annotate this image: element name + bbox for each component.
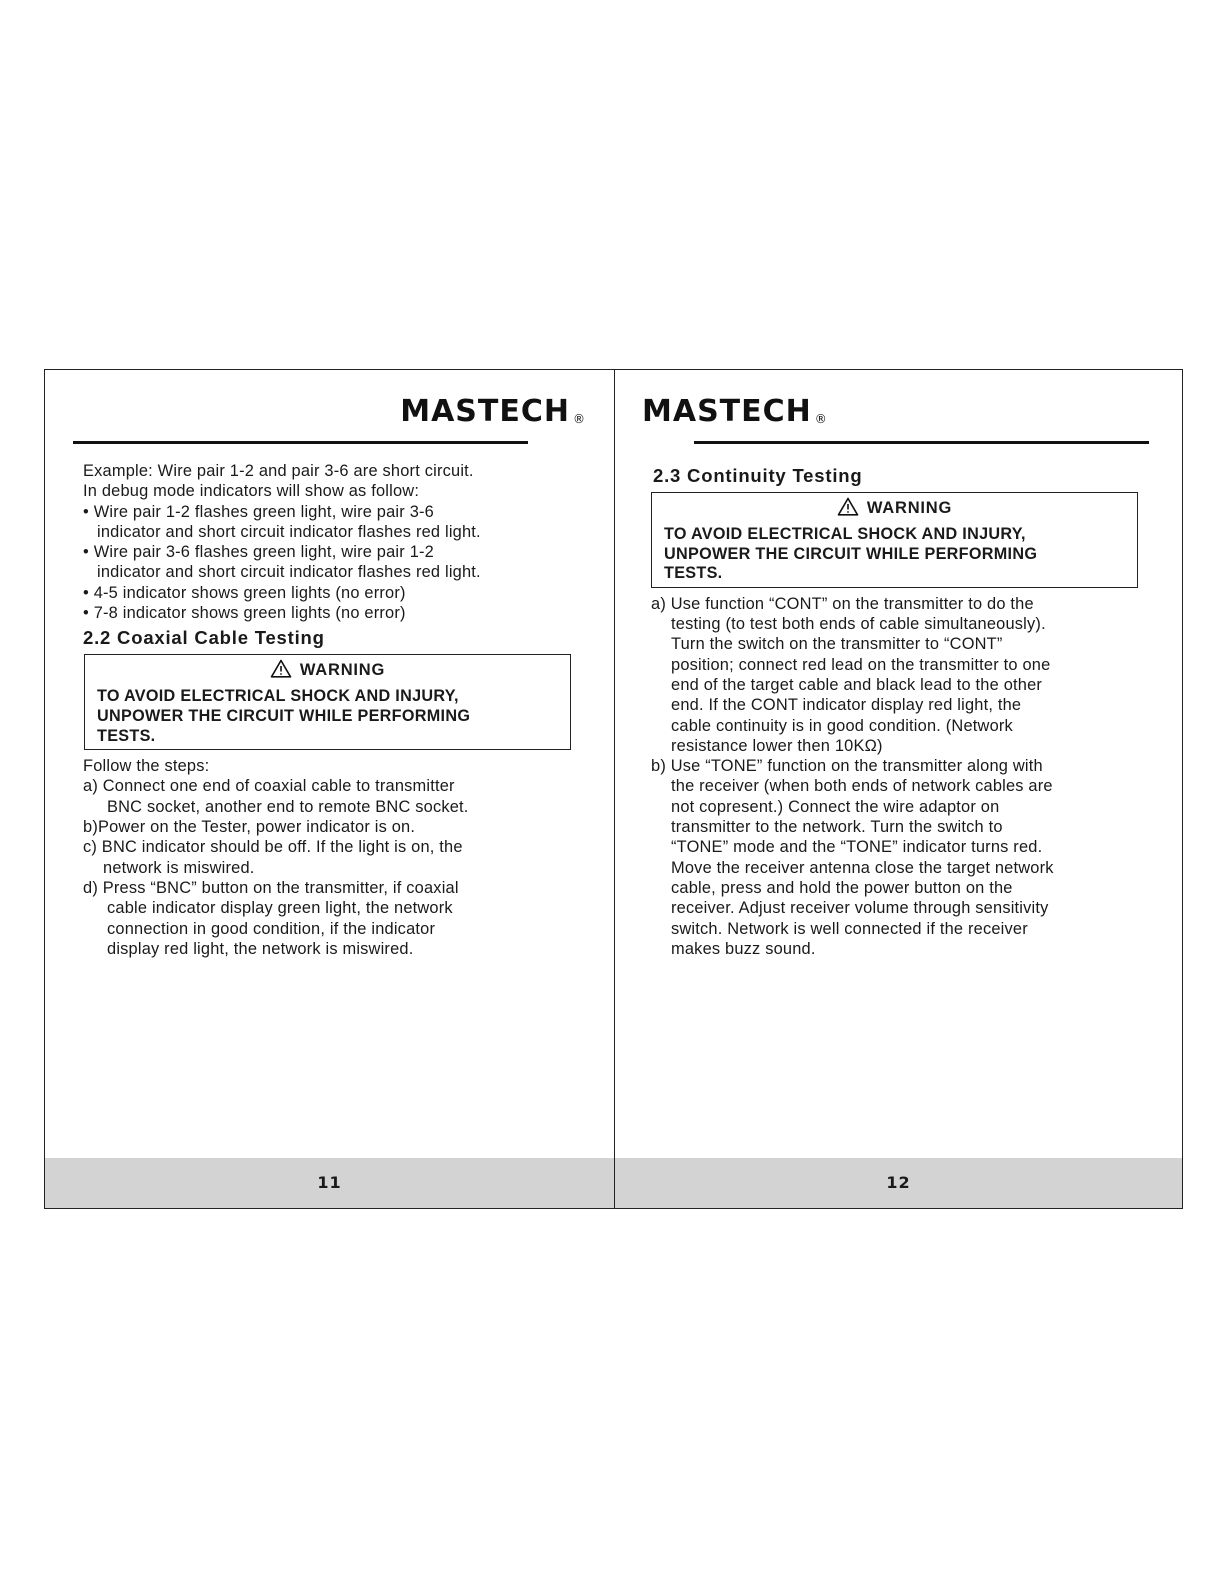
- bullet-continuation: indicator and short circuit indicator flashes red light.: [97, 563, 481, 582]
- brand-name: MASTECH: [642, 394, 812, 429]
- step-continuation: cable, press and hold the power button on the: [671, 878, 1013, 897]
- page-11: [45, 370, 615, 1208]
- bullet-item: • 7-8 indicator shows green lights (no error): [83, 604, 406, 623]
- step-continuation: “TONE” mode and the “TONE” indicator turns red.: [671, 838, 1043, 857]
- step-continuation: connection in good condition, if the indicator: [107, 919, 436, 938]
- page-12: [615, 370, 1182, 1208]
- warning-line: TO AVOID ELECTRICAL SHOCK AND INJURY,: [664, 525, 1026, 543]
- step-continuation: the receiver (when both ends of network cables are: [671, 777, 1053, 796]
- page-content: [651, 461, 1151, 959]
- step-continuation: resistance lower then 10KΩ): [671, 736, 883, 755]
- manual-spread: [44, 369, 1183, 1209]
- brand-logo: [642, 392, 828, 439]
- text-line: Example: Wire pair 1-2 and pair 3-6 are short circuit.: [83, 462, 474, 480]
- warning-label: WARNING: [866, 499, 953, 517]
- step-continuation: switch. Network is well connected if the receiver: [671, 919, 1028, 938]
- step-continuation: cable indicator display green light, the network: [107, 899, 453, 918]
- step-continuation: cable continuity is in good condition. (Network: [671, 716, 1013, 735]
- bullet-item: • Wire pair 3-6 flashes green light, wire pair 1-2: [83, 543, 434, 562]
- text-line: Follow the steps:: [83, 757, 210, 776]
- page-number: 11: [317, 1173, 342, 1192]
- brand-name: MASTECH: [400, 394, 570, 429]
- header-rule: [73, 441, 528, 444]
- page-number: 12: [886, 1173, 911, 1192]
- bullet-item: • 4-5 indicator shows green lights (no error): [83, 583, 406, 602]
- warning-label: WARNING: [299, 661, 386, 680]
- registered-mark: ®: [573, 412, 586, 426]
- brand-logo: [400, 392, 586, 439]
- step-continuation: not copresent.) Connect the wire adaptor on: [671, 797, 1000, 816]
- step-continuation: display red light, the network is miswired.: [107, 939, 414, 958]
- warning-box: [84, 654, 571, 750]
- warning-title: [97, 659, 558, 681]
- warning-text: [664, 525, 1125, 584]
- step-continuation: makes buzz sound.: [671, 939, 816, 958]
- warning-triangle-icon: [270, 659, 292, 678]
- warning-line: UNPOWER THE CIRCUIT WHILE PERFORMING: [664, 544, 1038, 563]
- step-item: a) Use function “CONT” on the transmitter to do the: [651, 594, 1034, 613]
- step-continuation: Move the receiver antenna close the target network: [671, 858, 1054, 877]
- warning-text: [97, 687, 558, 746]
- warning-triangle-icon: [837, 497, 859, 516]
- warning-title: [664, 497, 1125, 519]
- section-heading: 2.3 Continuity Testing: [653, 465, 863, 486]
- registered-mark: ®: [814, 412, 828, 426]
- warning-box: [651, 492, 1138, 588]
- step-continuation: position; connect red lead on the transmitter to one: [671, 655, 1051, 674]
- step-continuation: BNC socket, another end to remote BNC socket.: [107, 797, 469, 816]
- warning-line: TESTS.: [97, 726, 156, 745]
- step-item: c) BNC indicator should be off. If the light is on, the: [83, 838, 463, 857]
- step-continuation: Turn the switch on the transmitter to “CONT”: [671, 635, 1003, 654]
- warning-line: UNPOWER THE CIRCUIT WHILE PERFORMING: [97, 706, 471, 725]
- bullet-continuation: indicator and short circuit indicator flashes red light.: [97, 522, 481, 541]
- section-heading: 2.2 Coaxial Cable Testing: [83, 627, 325, 649]
- step-item: d) Press “BNC” button on the transmitter, if coaxial: [83, 878, 459, 897]
- warning-line: TESTS.: [664, 564, 723, 583]
- step-continuation: receiver. Adjust receiver volume through sensitivity: [671, 899, 1049, 918]
- step-item: a) Connect one end of coaxial cable to transmitter: [83, 777, 455, 796]
- page-content: [83, 461, 573, 959]
- page-footer: [615, 1158, 1182, 1208]
- header-rule: [694, 441, 1149, 444]
- step-continuation: network is miswired.: [103, 858, 255, 877]
- step-continuation: transmitter to the network. Turn the switch to: [671, 818, 1003, 837]
- page-footer: [45, 1158, 614, 1208]
- step-item: b)Power on the Tester, power indicator is on.: [83, 818, 416, 837]
- step-continuation: testing (to test both ends of cable simultaneously).: [671, 615, 1046, 634]
- step-continuation: end. If the CONT indicator display red light, the: [671, 696, 1022, 715]
- step-continuation: end of the target cable and black lead to the other: [671, 675, 1043, 694]
- warning-line: TO AVOID ELECTRICAL SHOCK AND INJURY,: [97, 687, 459, 706]
- bullet-item: • Wire pair 1-2 flashes green light, wire pair 3-6: [83, 502, 434, 521]
- step-item: b) Use “TONE” function on the transmitter along with: [651, 757, 1043, 776]
- text-line: In debug mode indicators will show as follow:: [83, 482, 420, 501]
